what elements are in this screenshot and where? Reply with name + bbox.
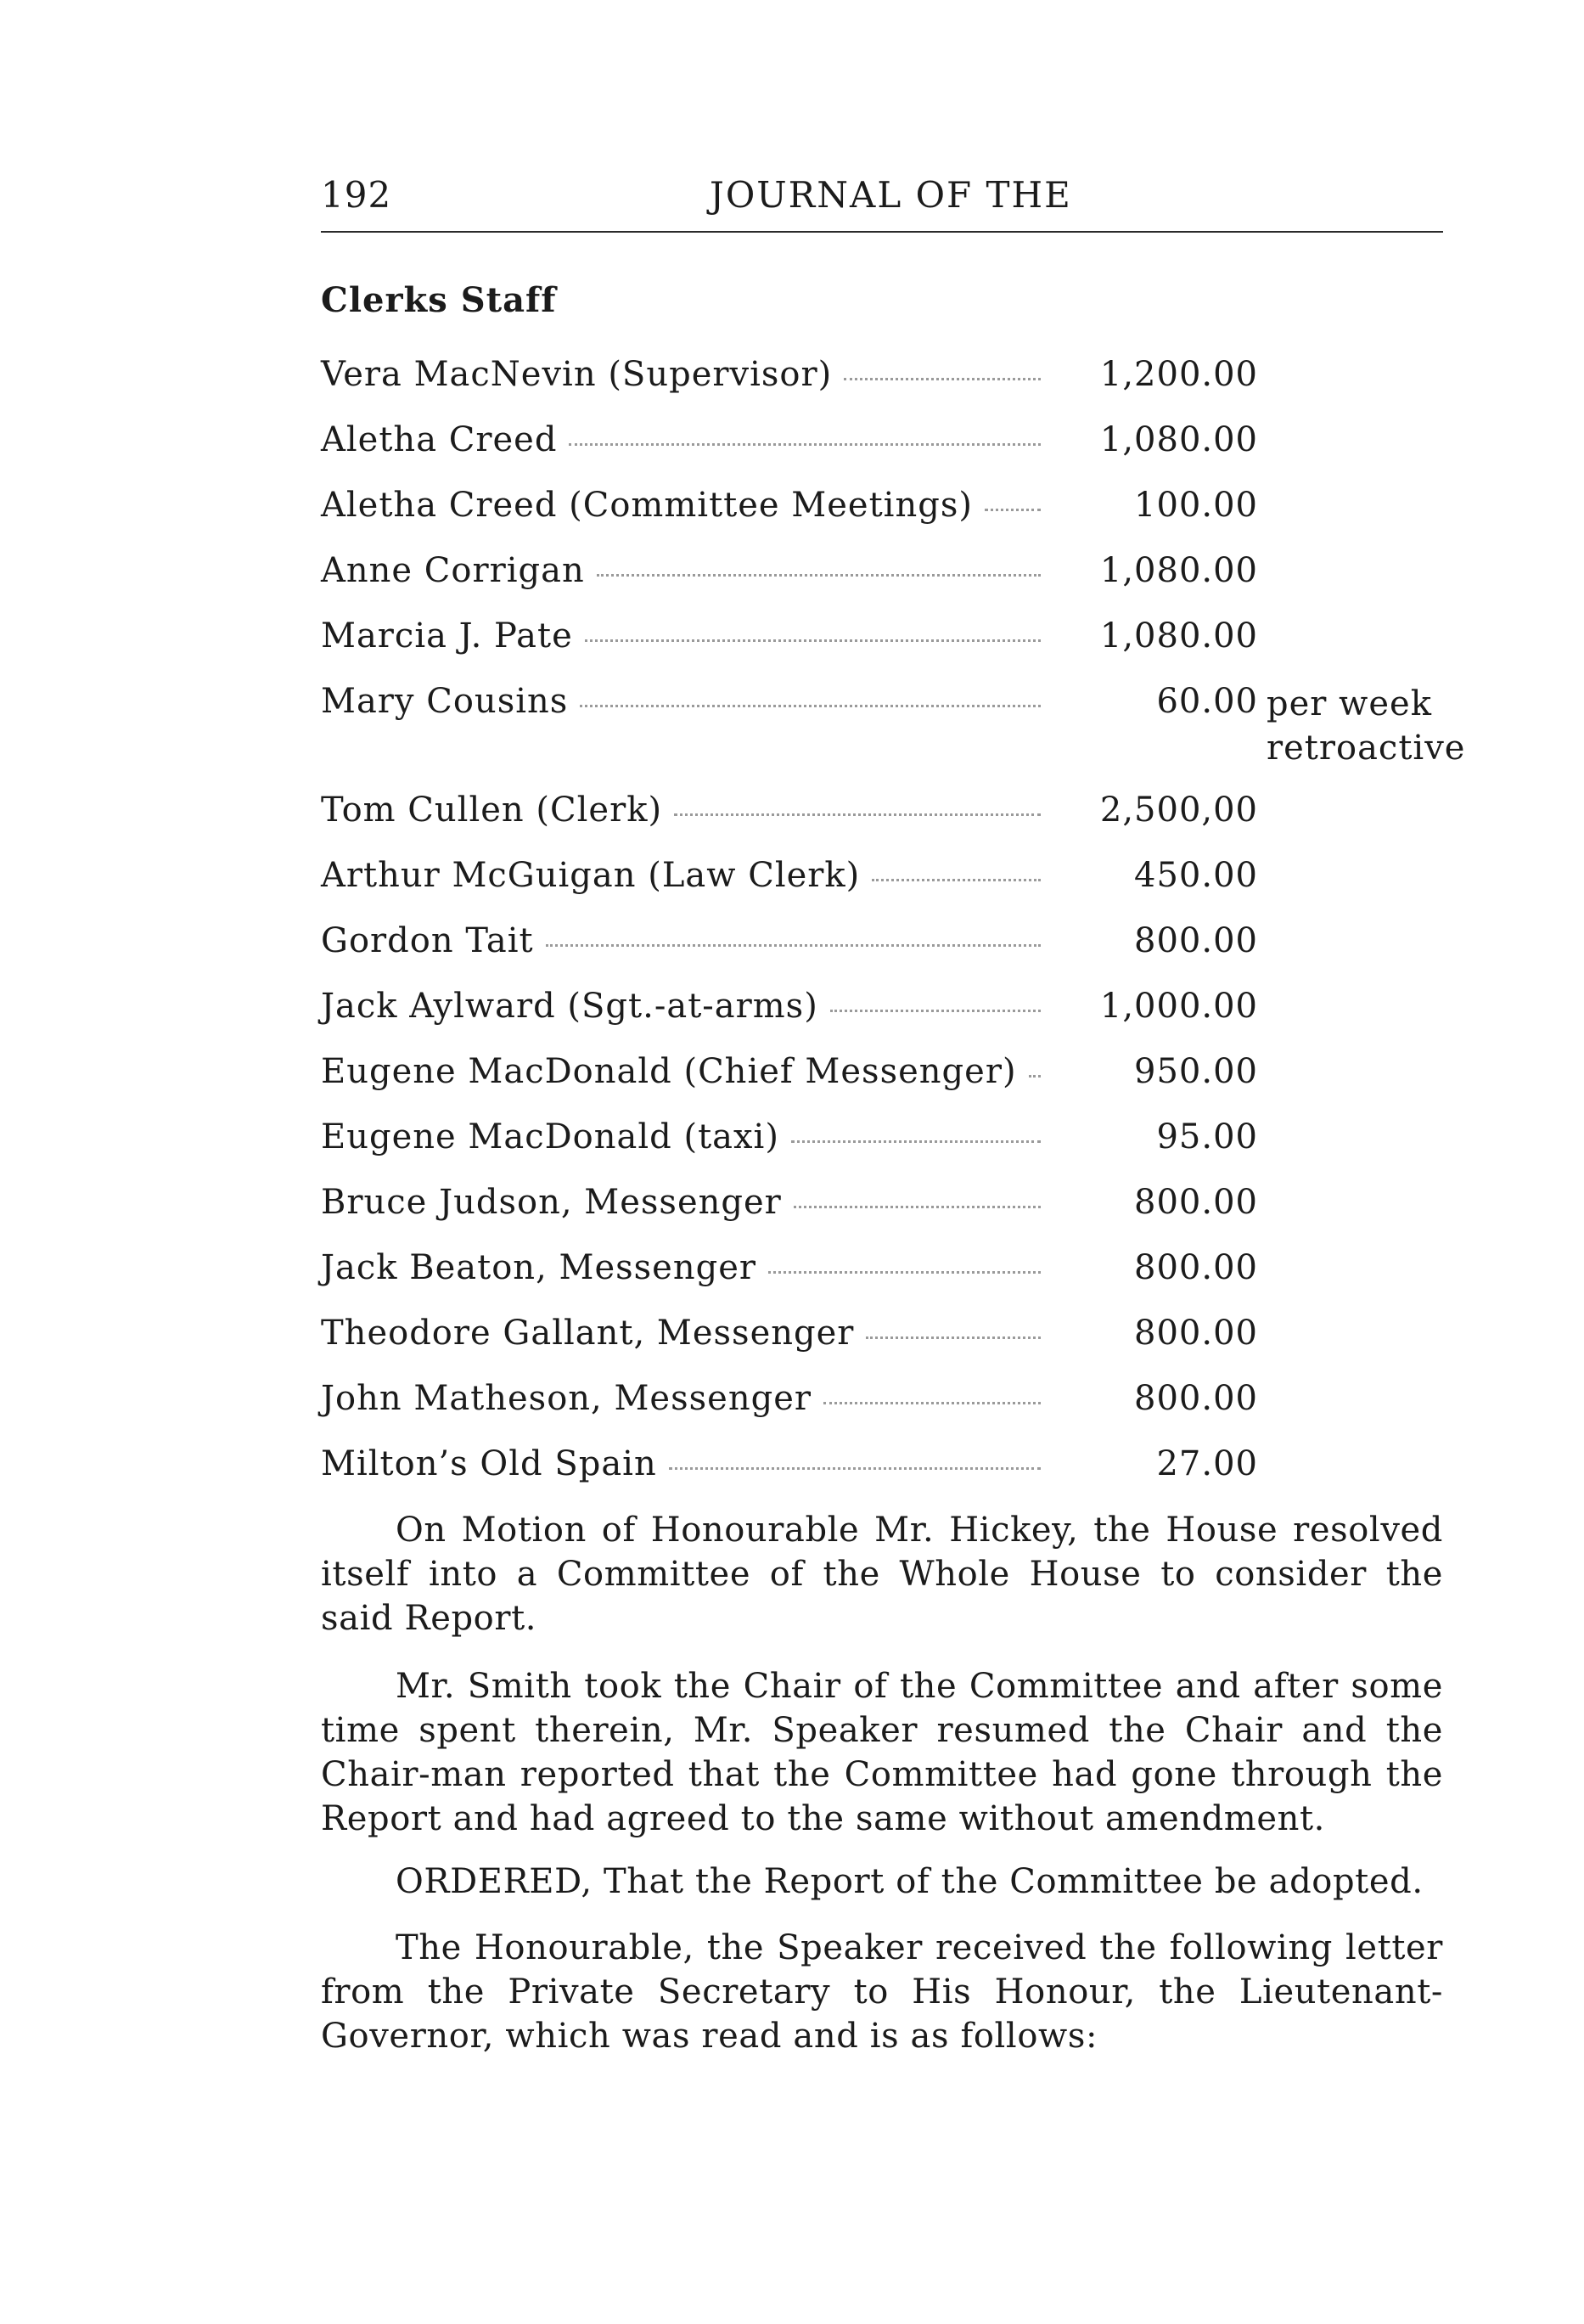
note-line-2: retroactive bbox=[1267, 729, 1466, 768]
staff-row bbox=[321, 486, 1450, 551]
staff-amount: 1,000.00 bbox=[1099, 987, 1258, 1026]
staff-name: Arthur McGuigan (Law Clerk) bbox=[321, 856, 861, 895]
staff-row bbox=[321, 921, 1450, 987]
dot-leader bbox=[768, 1271, 1041, 1274]
dot-leader bbox=[1029, 1075, 1041, 1078]
page-number: 192 bbox=[321, 174, 392, 216]
paragraph-text: Mr. Smith took the Chair of the Committee and after some time spent therein, Mr. Speaker resumed the Chair and the Chair-man reported that the Committee had gone through the Report and had agreed to the same without amendment. bbox=[321, 1667, 1443, 1838]
staff-row bbox=[321, 856, 1450, 921]
dot-leader bbox=[823, 1402, 1041, 1404]
staff-name: John Matheson, Messenger bbox=[321, 1379, 812, 1418]
paragraph-text: The Honourable, the Speaker received the following letter from the Private Secretary to His Honour, the Lieutenant-Governor, which was read and is as follows: bbox=[321, 1928, 1443, 2056]
staff-amount: 800.00 bbox=[1134, 1248, 1258, 1287]
staff-row bbox=[321, 355, 1450, 420]
staff-row bbox=[321, 1183, 1450, 1248]
staff-row bbox=[321, 420, 1450, 486]
staff-row bbox=[321, 1052, 1450, 1117]
dot-leader bbox=[546, 944, 1041, 947]
staff-name: Bruce Judson, Messenger bbox=[321, 1183, 782, 1222]
dot-leader bbox=[844, 378, 1041, 380]
staff-name: Eugene MacDonald (Chief Messenger) bbox=[321, 1052, 1017, 1091]
staff-row bbox=[321, 791, 1450, 856]
dot-leader bbox=[597, 574, 1041, 577]
paragraph-text: On Motion of Honourable Mr. Hickey, the House resolved itself into a Committee of the Whole House to consider the said Report. bbox=[321, 1511, 1443, 1638]
staff-name: Jack Beaton, Messenger bbox=[321, 1248, 757, 1287]
dot-leader bbox=[585, 639, 1041, 642]
staff-name: Anne Corrigan bbox=[321, 551, 585, 590]
staff-amount: 60.00 bbox=[1156, 682, 1258, 721]
dot-leader bbox=[669, 1467, 1041, 1470]
staff-amount: 95.00 bbox=[1156, 1117, 1258, 1156]
staff-row bbox=[321, 682, 1466, 791]
paragraph-motion bbox=[321, 1508, 1443, 1640]
header-rule bbox=[321, 231, 1443, 233]
staff-name: Jack Aylward (Sgt.-at-arms) bbox=[321, 987, 818, 1026]
staff-name: Gordon Tait bbox=[321, 921, 534, 960]
staff-amount: 2,500,00 bbox=[1099, 791, 1258, 830]
paragraph-committee-report bbox=[321, 1664, 1443, 1841]
staff-name: Mary Cousins bbox=[321, 682, 569, 721]
staff-name: Aletha Creed bbox=[321, 420, 558, 459]
staff-amount: 1,080.00 bbox=[1099, 616, 1258, 656]
page-header bbox=[321, 174, 1441, 225]
staff-amount: 800.00 bbox=[1134, 1379, 1258, 1418]
staff-name: Aletha Creed (Committee Meetings) bbox=[321, 486, 973, 525]
staff-amount: 1,080.00 bbox=[1099, 420, 1258, 459]
dot-leader bbox=[830, 1010, 1041, 1012]
staff-row bbox=[321, 551, 1450, 616]
staff-amount: 1,080.00 bbox=[1099, 551, 1258, 590]
dot-leader bbox=[674, 813, 1041, 816]
staff-name: Vera MacNevin (Supervisor) bbox=[321, 355, 833, 394]
staff-name: Tom Cullen (Clerk) bbox=[321, 791, 663, 830]
staff-name: Marcia J. Pate bbox=[321, 616, 573, 656]
staff-row bbox=[321, 1444, 1450, 1510]
staff-row bbox=[321, 1314, 1450, 1379]
staff-amount: 100.00 bbox=[1134, 486, 1258, 525]
staff-row bbox=[321, 1117, 1450, 1183]
paragraph-text: ORDERED, That the Report of the Committee be adopted. bbox=[396, 1862, 1424, 1901]
paragraph-speaker-letter bbox=[321, 1926, 1443, 2058]
staff-row bbox=[321, 616, 1450, 682]
dot-leader bbox=[794, 1206, 1041, 1208]
staff-salary-list bbox=[321, 355, 1466, 1510]
staff-row bbox=[321, 1248, 1450, 1314]
staff-amount: 800.00 bbox=[1134, 921, 1258, 960]
staff-amount: 800.00 bbox=[1134, 1183, 1258, 1222]
staff-row bbox=[321, 1379, 1450, 1444]
note-line-1: per week bbox=[1267, 684, 1432, 723]
paragraph-ordered bbox=[321, 1860, 1443, 1904]
staff-amount: 450.00 bbox=[1134, 856, 1258, 895]
staff-name: Eugene MacDonald (taxi) bbox=[321, 1117, 779, 1156]
staff-row bbox=[321, 987, 1450, 1052]
dot-leader bbox=[985, 509, 1041, 511]
section-title: Clerks Staff bbox=[321, 280, 557, 320]
dot-leader bbox=[872, 879, 1041, 881]
dot-leader bbox=[580, 705, 1041, 707]
staff-amount: 950.00 bbox=[1134, 1052, 1258, 1091]
dot-leader bbox=[866, 1336, 1041, 1339]
amount-note bbox=[1267, 682, 1465, 770]
running-head: JOURNAL OF THE bbox=[710, 174, 1072, 216]
staff-name: Theodore Gallant, Messenger bbox=[321, 1314, 855, 1353]
dot-leader bbox=[791, 1140, 1041, 1143]
staff-amount: 800.00 bbox=[1134, 1314, 1258, 1353]
staff-name: Milton’s Old Spain bbox=[321, 1444, 657, 1483]
dot-leader bbox=[569, 443, 1041, 446]
staff-amount: 1,200.00 bbox=[1099, 355, 1258, 394]
staff-amount: 27.00 bbox=[1156, 1444, 1258, 1483]
